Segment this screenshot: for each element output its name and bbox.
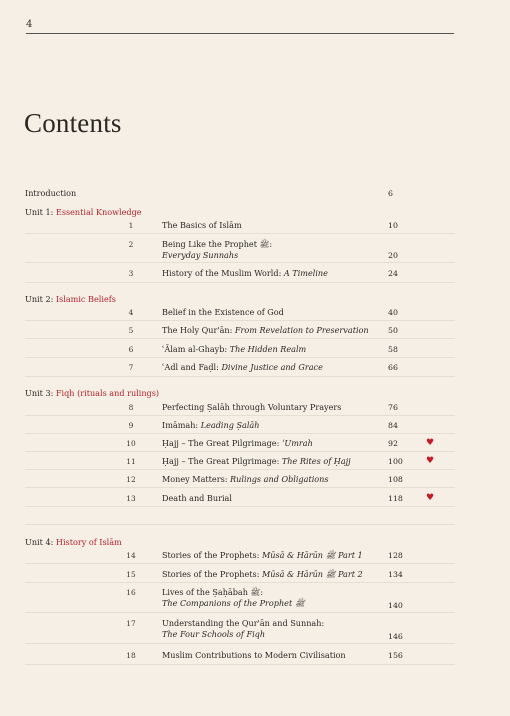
divider <box>25 487 455 488</box>
divider <box>25 338 455 339</box>
divider <box>25 357 455 358</box>
divider <box>25 415 455 416</box>
divider <box>25 262 455 263</box>
divider <box>25 506 455 507</box>
lesson-title: The Holy Qur'ān: From Revelation to Preservation <box>162 325 369 335</box>
lesson-number: 5 <box>128 326 134 335</box>
lesson-number: 14 <box>126 551 136 560</box>
lesson-page: 10 <box>388 221 398 230</box>
lesson-number: 4 <box>128 308 134 317</box>
heart-icon[interactable]: ♥ <box>426 438 435 448</box>
lesson-number: 2 <box>128 240 134 249</box>
lesson-number: 12 <box>126 475 136 484</box>
lesson-page: 50 <box>388 326 398 335</box>
divider <box>25 612 455 613</box>
lesson-title: Belief in the Existence of God <box>162 307 284 317</box>
lesson-number: 6 <box>128 345 134 354</box>
lesson-number: 13 <box>126 494 136 503</box>
lesson-title: The Basics of Islām <box>162 220 242 230</box>
lesson-page: 84 <box>388 421 398 430</box>
lesson-title: Perfecting Ṣalāh through Voluntary Prayers <box>162 402 342 412</box>
lesson-page: 24 <box>388 269 398 278</box>
unit-name: Fiqh (rituals and rulings) <box>55 388 160 398</box>
divider <box>25 376 455 377</box>
lesson-title: Ḥajj – The Great Pilgrimage: The Rites of Ḥajj <box>162 456 351 466</box>
lesson-number: 17 <box>126 619 136 628</box>
lesson-title: Stories of the Prophets: Mūsā & Hārūn ﷺ Part 2 <box>162 569 363 579</box>
lesson-page: 58 <box>388 345 398 354</box>
lesson-page: 108 <box>388 475 403 484</box>
unit-prefix: Unit 2: <box>25 294 56 304</box>
unit-name: Essential Knowledge <box>55 207 142 217</box>
page-title: Contents <box>24 108 122 138</box>
lesson-page: 134 <box>388 570 403 579</box>
lesson-page: 118 <box>388 494 403 503</box>
lesson-title: Imāmah: Leading Ṣalāh <box>162 420 260 430</box>
heart-icon[interactable]: ♥ <box>426 493 435 503</box>
lesson-title: Stories of the Prophets: Mūsā & Hārūn ﷺ Part 1 <box>162 550 363 560</box>
lesson-title: History of the Muslim World: A Timeline <box>162 268 328 278</box>
lesson-subtitle: Everyday Sunnahs <box>162 250 239 260</box>
lesson-number: 1 <box>128 221 134 230</box>
lesson-number: 18 <box>126 651 136 660</box>
divider <box>25 524 455 525</box>
lesson-number: 11 <box>126 457 136 466</box>
unit-name: History of Islām <box>55 537 122 547</box>
lesson-number: 15 <box>126 570 136 579</box>
lesson-title: Understanding the Qur'ān and Sunnah: The Four Schools of Fiqh <box>162 618 325 639</box>
lesson-number: 9 <box>128 421 134 430</box>
lesson-page: 156 <box>388 651 403 660</box>
lesson-number: 7 <box>128 363 134 372</box>
lesson-title: Lives of the Ṣaḥābah ﷺ: The Companions of the Prophet ﷺ <box>162 587 305 608</box>
lesson-title: Money Matters: Rulings and Obligations <box>162 474 329 484</box>
lesson-page: 128 <box>388 551 403 560</box>
lesson-subtitle: The Four Schools of Fiqh <box>162 629 266 639</box>
lesson-number: 10 <box>126 439 136 448</box>
lesson-page: 76 <box>388 403 398 412</box>
lesson-title: ʿĀlam al-Ghayb: The Hidden Realm <box>162 344 307 354</box>
unit-name: Islamic Beliefs <box>55 294 116 304</box>
heart-icon[interactable]: ♥ <box>426 456 435 466</box>
divider <box>25 563 455 564</box>
page-number: 4 <box>26 19 33 30</box>
lesson-title: Ḥajj – The Great Pilgrimage: ʿUmrah <box>162 438 313 448</box>
divider <box>25 433 455 434</box>
intro-page: 6 <box>388 189 393 198</box>
lesson-title: Being Like the Prophet ﷺ: Everyday Sunnahs <box>162 239 273 260</box>
lesson-page: 100 <box>388 457 403 466</box>
divider <box>25 582 455 583</box>
divider <box>25 233 455 234</box>
lesson-page: 140 <box>388 601 403 610</box>
lesson-title: ʿAdl and Faḍl: Divine Justice and Grace <box>162 362 323 372</box>
lesson-title: Muslim Contributions to Modern Civilisation <box>162 650 346 660</box>
lesson-number: 3 <box>128 269 134 278</box>
divider <box>25 320 455 321</box>
lesson-number: 16 <box>126 588 136 597</box>
divider <box>25 282 455 283</box>
divider <box>25 643 455 644</box>
lesson-page: 66 <box>388 363 398 372</box>
divider <box>25 469 455 470</box>
intro-label: Introduction <box>25 188 77 198</box>
unit-prefix: Unit 1: <box>25 207 56 217</box>
divider <box>25 664 455 665</box>
lesson-title: Death and Burial <box>162 493 232 503</box>
lesson-page: 20 <box>388 251 398 260</box>
unit-prefix: Unit 4: <box>25 537 56 547</box>
divider <box>25 451 455 452</box>
lesson-number: 8 <box>128 403 134 412</box>
lesson-subtitle: The Companions of the Prophet ﷺ <box>162 598 305 608</box>
lesson-page: 40 <box>388 308 398 317</box>
unit-prefix: Unit 3: <box>25 388 56 398</box>
lesson-page: 92 <box>388 439 398 448</box>
lesson-page: 146 <box>388 632 403 641</box>
